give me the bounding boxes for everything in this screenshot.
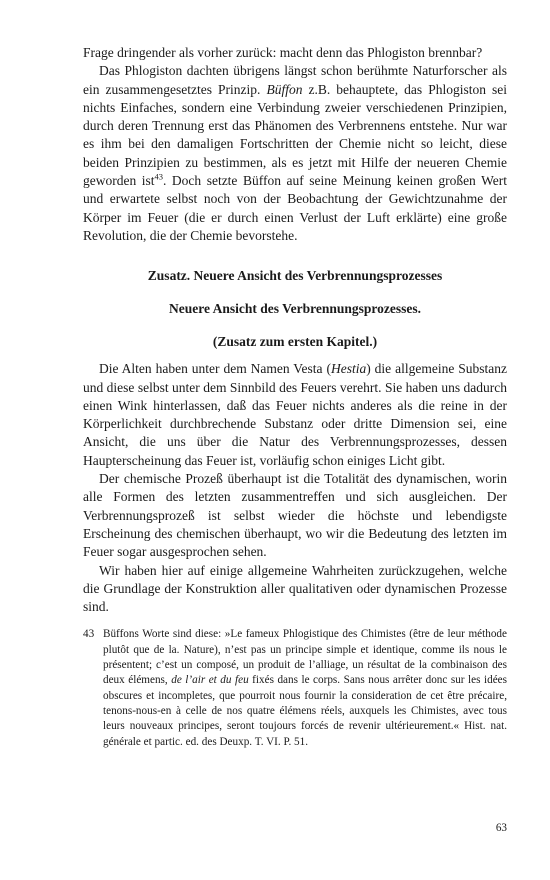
- text-run: Wir haben hier auf einige allgemeine Wahrheiten zurückzugehen, welche die Grundlage der Konstruktion aller qualitativen oder dynamischen Prozesse sind.: [83, 562, 507, 615]
- footnote-number: 43: [83, 628, 95, 641]
- text-run: Das Phlogiston dachten übrigens längst schon berühmte Naturforscher als ein zusammengesetztes Prinzip.: [83, 63, 507, 97]
- section-subheading: Neuere Ansicht des Verbrennungsprozesses.: [168, 301, 422, 317]
- text-run: z.B. behauptete, das Phlogiston sei nichts Einfaches, sondern eine Verbindung zweier verschiedenen Prinzipien, durch deren Trennung erst das Phänomen des Verbrennens entstehe. Nur war es ihm bei den damaligen Fortschritten der Chemie nicht so leicht, diese beiden Prinzipien zu bestimmen, als es jetzt mit Hilfe der neueren Chemie geworden ist: [83, 81, 507, 189]
- footnote-43: [83, 627, 507, 749]
- text-run: . Doch setzte Büffon auf seine Meinung keinen großen Wert und erwartete selbst noch von der Beobachtung der Gewichtzunahme der Körper im Feuer (die er durch einen Verlust der Luft erklärte) eine große Revolution, die der Chemie bevorstehe.: [83, 173, 507, 243]
- italic-text: Büffon: [266, 81, 303, 97]
- paragraph: [83, 44, 507, 62]
- paragraph: [83, 62, 507, 245]
- text-run: Die Alten haben unter dem Namen Vesta (: [99, 361, 331, 377]
- paragraph: [83, 562, 507, 617]
- section-note-heading: (Zusatz zum ersten Kapitel.): [212, 334, 378, 350]
- italic-text: Hestia: [330, 361, 367, 377]
- paragraph: [83, 470, 507, 561]
- footnotes: [83, 627, 507, 749]
- text-run: Büffons Worte sind diese: »Le fameux Phlogistique des Chimistes (être de leur méthode plutôt que de la. Nature), n’est pas un principe simple et identique, comme ils nous le présentent; c’est un composé, un produit de l’alliage, un résultat de la combinaison des deux élémens,: [103, 628, 507, 687]
- footnote-ref: 43: [154, 171, 164, 182]
- section-heading: Zusatz. Neuere Ansicht des Verbrennungsprozesses: [147, 268, 443, 284]
- footnote-text: [103, 628, 507, 747]
- paragraph: [83, 360, 507, 470]
- italic-text: de l’air et du feu: [171, 674, 249, 687]
- text-run: ) die allgemeine Substanz und diese selbst unter dem Sinnbild des Feuers verehrt. Sie haben uns dadurch einen Wink hinterlassen, daß das Feuer nichts anderes als die reine in der Körperlichkeit durchbrechende Substanz oder dritte Dimension sei, eine Ansicht, die uns über die Natur des Verbrennungsprozesses, dessen Haupterscheinung das Feuer ist, vorläufig schon einiges Licht gibt.: [83, 361, 507, 468]
- body-text-top: [83, 44, 507, 245]
- text-run: Frage dringender als vorher zurück: macht denn das Phlogiston brennbar?: [83, 45, 483, 60]
- body-text-bottom: [83, 360, 507, 616]
- page-number: 63: [495, 822, 507, 834]
- page-content: [83, 44, 507, 750]
- text-run: fixés dans le corps. Sans nous arrêter donc sur les idées obscures et incompletes, que pourroit nous fournir la consideration de cet être précaire, tenons-nous-en à celle de nos quatre élémens réels, auxquels les Chimistes, avec tous leurs nouveaux principes, seront toujours forcés de revenir ultérieurement.« Hist. nat. générale et partic. ed. des Deuxp. T. VI. P. 51.: [103, 674, 507, 748]
- text-run: Der chemische Prozeß überhaupt ist die Totalität des dynamischen, worin alle Formen des letzten zusammentreffen und sich ausgleichen. Der Verbrennungsprozeß ist selbst wieder die höchste und lebendigste Erscheinung des chemischen überhaupt, wo wir die Bedeutung des letzten im Feuer sogar ausgesprochen sehen.: [83, 471, 507, 560]
